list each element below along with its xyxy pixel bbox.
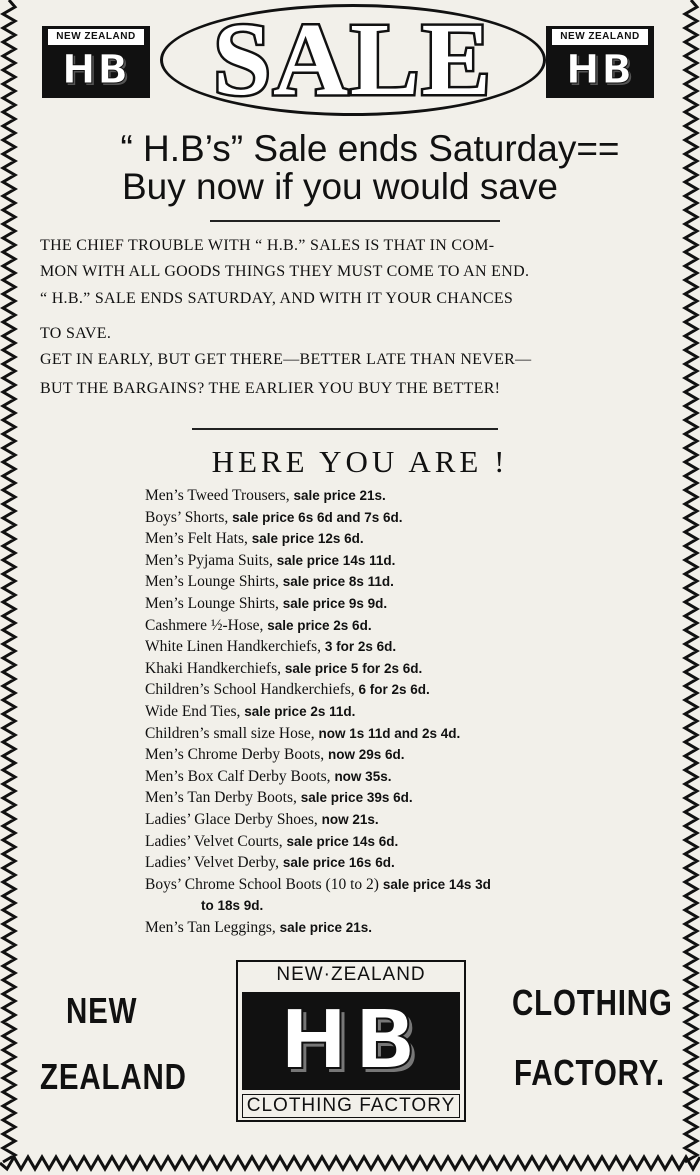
list-item: [145, 744, 625, 766]
logo-bottom-label: CLOTHING FACTORY: [242, 1094, 460, 1118]
item-price: sale price 39s 6d.: [300, 790, 413, 806]
item-price: sale price 21s.: [279, 919, 372, 935]
badge-right-mark: HB: [566, 47, 634, 93]
list-item-continuation: [145, 895, 625, 917]
list-item: [145, 593, 625, 615]
item-name: Boys’ Shorts,: [145, 508, 233, 526]
item-name: Khaki Handkerchiefs,: [145, 659, 285, 677]
item-name: White Linen Handkerchiefs,: [145, 638, 325, 656]
item-price: now 29s 6d.: [327, 747, 405, 763]
intro-line: BUT THE BARGAINS? THE EARLIER YOU BUY THE BETTER!: [40, 380, 501, 397]
item-price: sale price 21s.: [293, 488, 386, 503]
list-item: [145, 723, 625, 745]
badge-right-label: NEW ZEALAND: [552, 29, 648, 45]
intro-line: “ H.B.” SALE ENDS SATURDAY, AND WITH IT YOUR CHANCES: [40, 290, 514, 307]
item-name: Children’s School Handkerchiefs,: [145, 681, 359, 699]
item-price: sale price 9s 9d.: [282, 595, 388, 611]
item-price: sale price 2s 11d.: [244, 703, 356, 719]
headline-line-1: “ H.B’s” Sale ends Saturday==: [120, 128, 620, 169]
item-name: Men’s Pyjama Suits,: [145, 551, 277, 569]
headline-line-2: Buy now if you would save: [121, 166, 558, 207]
item-price: now 35s.: [334, 768, 392, 784]
hb-badge-left: [42, 26, 150, 98]
list-item: [145, 766, 625, 788]
item-name: Ladies’ Velvet Courts,: [145, 832, 287, 850]
section-heading: HERE YOU ARE !: [211, 444, 509, 479]
list-item: [145, 852, 625, 874]
divider-middle: [192, 428, 498, 430]
item-price: sale price 8s 11d.: [282, 574, 394, 590]
item-name: Men’s Tan Leggings,: [145, 918, 280, 936]
item-price: now 21s.: [321, 811, 379, 827]
intro-line: THE CHIEF TROUBLE WITH “ H.B.” SALES IS THAT IN COM-: [40, 237, 495, 254]
list-item: [145, 571, 625, 593]
list-item: [145, 874, 625, 896]
sale-title: SALE: [213, 2, 493, 117]
item-name: Wide End Ties,: [145, 702, 245, 720]
item-price: to 18s 9d.: [201, 898, 264, 914]
list-item: [145, 917, 625, 939]
item-price: sale price 14s 6d.: [286, 833, 399, 849]
item-name: Men’s Lounge Shirts,: [145, 594, 283, 612]
item-name: Children’s small size Hose,: [145, 724, 319, 742]
item-name: Ladies’ Glace Derby Shoes,: [145, 810, 322, 828]
item-price: sale price 16s 6d.: [282, 855, 395, 871]
hb-logo: [236, 960, 466, 1122]
item-price: sale price 5 for 2s 6d.: [284, 660, 423, 676]
list-item: [145, 658, 625, 680]
logo-block: [242, 992, 460, 1090]
list-item: [145, 528, 625, 550]
item-name: Men’s Tweed Trousers,: [145, 487, 294, 504]
footer-clothing: CLOTHING: [512, 982, 673, 1023]
item-price: 3 for 2s 6d.: [324, 639, 397, 655]
price-list: [145, 485, 625, 938]
item-name: Men’s Lounge Shirts,: [145, 573, 283, 591]
badge-left-label: NEW ZEALAND: [48, 29, 144, 45]
logo-mark: HB: [279, 993, 423, 1088]
list-item: [145, 701, 625, 723]
item-price: sale price 6s 6d and 7s 6d.: [232, 509, 403, 525]
list-item: [145, 831, 625, 853]
badge-left-mark: HB: [62, 47, 130, 93]
list-item: [145, 809, 625, 831]
list-item: [145, 787, 625, 809]
item-name: Men’s Tan Derby Boots,: [145, 789, 301, 807]
item-price: now 1s 11d and 2s 4d.: [318, 725, 461, 741]
hb-badge-right: [546, 26, 654, 98]
item-name: Boys’ Chrome School Boots (10 to 2): [145, 875, 383, 893]
intro-line: TO SAVE.: [40, 325, 112, 342]
item-price: sale price 12s 6d.: [251, 531, 364, 547]
item-name: Men’s Box Calf Derby Boots,: [145, 767, 335, 785]
list-item: [145, 507, 625, 529]
list-item: [145, 485, 625, 507]
intro-line: MON WITH ALL GOODS THINGS THEY MUST COME TO AN END.: [40, 263, 530, 280]
divider-top: [210, 220, 500, 222]
logo-top-label: NEW·ZEALAND: [276, 964, 426, 985]
footer-new: NEW: [66, 990, 138, 1031]
item-name: Men’s Felt Hats,: [145, 530, 252, 548]
list-item: [145, 679, 625, 701]
item-price: sale price 2s 6d.: [267, 617, 372, 633]
item-price: 6 for 2s 6d.: [358, 682, 430, 698]
list-item: [145, 550, 625, 572]
footer-factory: FACTORY.: [514, 1052, 665, 1093]
list-item: [145, 636, 625, 658]
item-name: Cashmere ½-Hose,: [145, 616, 268, 634]
footer-zealand: ZEALAND: [40, 1056, 187, 1097]
item-price: sale price 14s 3d: [382, 876, 491, 892]
list-item: [145, 615, 625, 637]
item-name: Ladies’ Velvet Derby,: [145, 854, 283, 872]
item-name: Men’s Chrome Derby Boots,: [145, 746, 328, 764]
item-price: sale price 14s 11d.: [276, 552, 396, 568]
intro-line: GET IN EARLY, BUT GET THERE—BETTER LATE THAN NEVER—: [40, 351, 532, 368]
